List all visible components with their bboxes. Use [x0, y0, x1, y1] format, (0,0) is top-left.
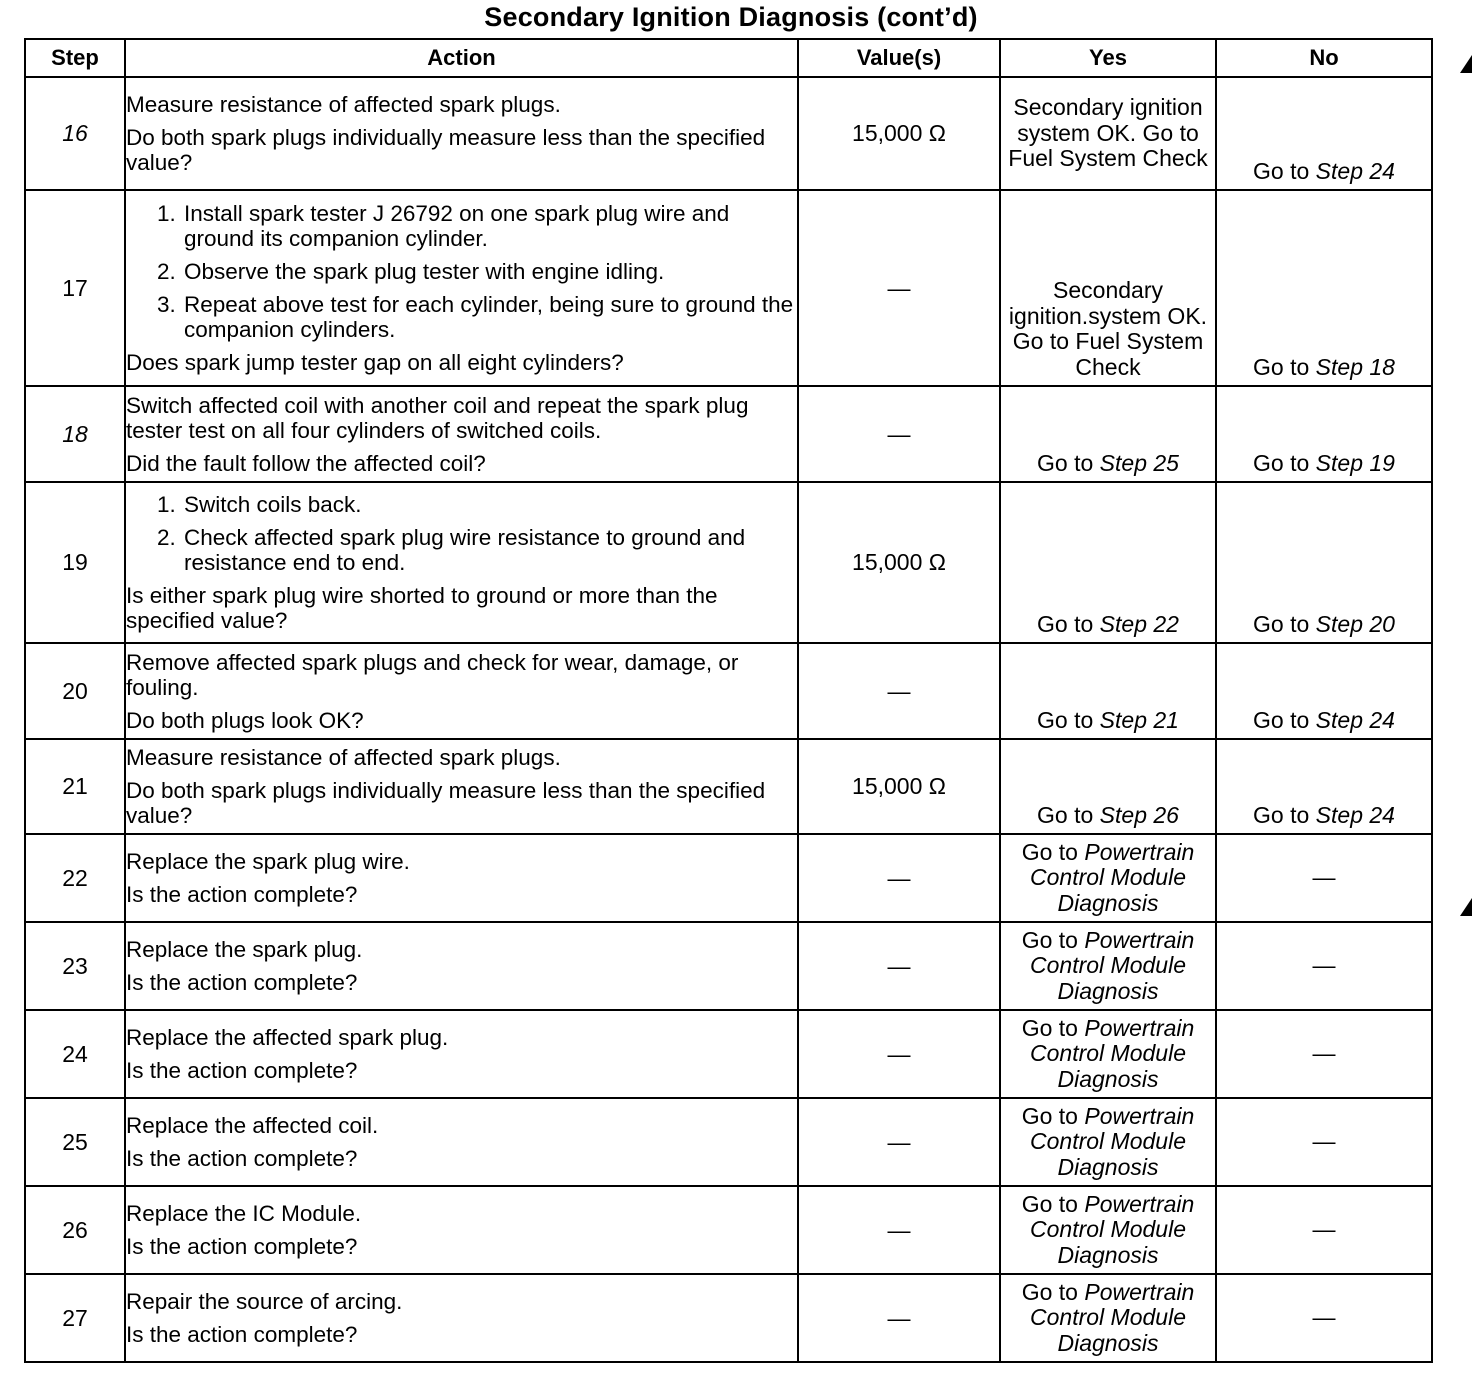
action-question: Is the action complete?	[126, 970, 358, 995]
value-cell: —	[798, 1274, 1000, 1362]
yes-cell	[1000, 643, 1216, 739]
table-row-step-19	[25, 482, 1432, 643]
action-question: Is the action complete?	[126, 882, 358, 907]
yes-cell	[1000, 1186, 1216, 1274]
goto-text: Go to	[1253, 353, 1316, 380]
action-cell	[125, 1010, 798, 1098]
yes-cell: Secondary ignition system OK. Go to Fuel System Check	[1000, 77, 1216, 190]
diagnosis-reference-link[interactable]: Powertrain Control Module Diagnosis	[1030, 1190, 1195, 1268]
goto-text: Go to	[1037, 801, 1100, 828]
value-cell: —	[798, 1186, 1000, 1274]
action-step-item: 2. Check affected spark plug wire resistance to ground and resistance end to end.	[182, 525, 797, 575]
header-yes: Yes	[1000, 39, 1216, 77]
value-cell: —	[798, 1010, 1000, 1098]
step-reference-link[interactable]: Step 19	[1315, 449, 1395, 476]
yes-cell	[1000, 739, 1216, 834]
table-row-step-18	[25, 386, 1432, 482]
goto-text: Go to	[1037, 706, 1100, 733]
yes-cell	[1000, 922, 1216, 1010]
diagnosis-reference-link[interactable]: Powertrain Control Module Diagnosis	[1030, 1014, 1195, 1092]
step-number: 22	[25, 834, 125, 922]
no-cell: —	[1216, 834, 1432, 922]
yes-cell	[1000, 1098, 1216, 1186]
action-cell	[125, 834, 798, 922]
step-number: 21	[25, 739, 125, 834]
goto-text: Go to	[1037, 449, 1100, 476]
table-row-step-26	[25, 1186, 1432, 1274]
step-number: 16	[25, 77, 125, 190]
diagnosis-reference-link[interactable]: Powertrain Control Module Diagnosis	[1030, 1102, 1195, 1180]
goto-text: Go to	[1253, 706, 1316, 733]
header-no: No	[1216, 39, 1432, 77]
header-values: Value(s)	[798, 39, 1000, 77]
header-step: Step	[25, 39, 125, 77]
table-row-step-27	[25, 1274, 1432, 1362]
action-steps-list	[126, 492, 797, 575]
goto-text: Go to	[1253, 157, 1316, 184]
yes-cell	[1000, 1010, 1216, 1098]
goto-text: Go to	[1021, 1278, 1085, 1305]
goto-text: Go to	[1253, 449, 1316, 476]
action-cell	[125, 1098, 798, 1186]
diagnosis-reference-link[interactable]: Powertrain Control Module Diagnosis	[1030, 1278, 1195, 1356]
action-text: Remove affected spark plugs and check for wear, damage, or fouling.	[126, 649, 739, 700]
table-row-step-21	[25, 739, 1432, 834]
step-reference-link[interactable]: Step 21	[1099, 706, 1179, 733]
no-cell	[1216, 190, 1432, 386]
step-reference-link[interactable]: Step 24	[1315, 801, 1395, 828]
value-cell: —	[798, 922, 1000, 1010]
action-question: Do both spark plugs individually measure less than the specified value?	[126, 778, 766, 828]
value-cell: —	[798, 386, 1000, 482]
action-step-item: 1. Switch coils back.	[182, 492, 797, 517]
yes-cell	[1000, 386, 1216, 482]
action-question: Is either spark plug wire shorted to ground or more than the specified value?	[126, 583, 718, 633]
action-cell	[125, 190, 798, 386]
action-question: Is the action complete?	[126, 1058, 358, 1083]
action-question: Does spark jump tester gap on all eight cylinders?	[126, 350, 624, 375]
no-cell	[1216, 643, 1432, 739]
action-text: Measure resistance of affected spark plugs.	[126, 92, 561, 117]
action-question: Is the action complete?	[126, 1322, 358, 1347]
action-text: Replace the IC Module.	[126, 1201, 362, 1226]
table-row-step-17	[25, 190, 1432, 386]
step-number: 20	[25, 643, 125, 739]
step-reference-link[interactable]: Step 25	[1099, 449, 1179, 476]
goto-text: Go to	[1021, 1190, 1085, 1217]
yes-cell: Secondary ignition.system OK. Go to Fuel System Check	[1000, 190, 1216, 386]
step-number: 19	[25, 482, 125, 643]
table-row-step-24	[25, 1010, 1432, 1098]
goto-text: Go to	[1021, 838, 1085, 865]
action-question: Is the action complete?	[126, 1146, 358, 1171]
step-number: 24	[25, 1010, 125, 1098]
yes-cell	[1000, 1274, 1216, 1362]
step-number: 26	[25, 1186, 125, 1274]
step-number: 18	[25, 386, 125, 482]
action-cell	[125, 386, 798, 482]
action-text: Replace the spark plug.	[126, 937, 363, 962]
action-text: Replace the spark plug wire.	[126, 849, 410, 874]
step-reference-link[interactable]: Step 26	[1099, 801, 1179, 828]
action-cell	[125, 1186, 798, 1274]
no-cell: —	[1216, 1274, 1432, 1362]
action-cell	[125, 922, 798, 1010]
diagnosis-table	[24, 38, 1433, 1363]
action-cell	[125, 1274, 798, 1362]
action-question: Did the fault follow the affected coil?	[126, 450, 486, 476]
header-action: Action	[125, 39, 798, 77]
step-reference-link[interactable]: Step 20	[1315, 610, 1395, 637]
table-header-row	[25, 39, 1432, 77]
no-cell: —	[1216, 1098, 1432, 1186]
table-row-step-22	[25, 834, 1432, 922]
no-cell	[1216, 77, 1432, 190]
value-cell: —	[798, 190, 1000, 386]
yes-cell	[1000, 834, 1216, 922]
step-reference-link[interactable]: Step 24	[1315, 706, 1395, 733]
action-step-item: 3. Repeat above test for each cylinder, being sure to ground the companion cylinders.	[182, 292, 797, 342]
table-row-step-25	[25, 1098, 1432, 1186]
diagnosis-reference-link[interactable]: Powertrain Control Module Diagnosis	[1030, 838, 1195, 916]
no-cell: —	[1216, 922, 1432, 1010]
action-question: Do both plugs look OK?	[126, 707, 364, 733]
value-cell: —	[798, 834, 1000, 922]
value-cell: —	[798, 1098, 1000, 1186]
table-row-step-16	[25, 77, 1432, 190]
diagnosis-reference-link[interactable]: Powertrain Control Module Diagnosis	[1030, 926, 1195, 1004]
action-cell	[125, 77, 798, 190]
value-cell: —	[798, 643, 1000, 739]
goto-text: Go to	[1021, 1102, 1085, 1129]
no-cell	[1216, 482, 1432, 643]
action-cell	[125, 643, 798, 739]
table-row-step-20	[25, 643, 1432, 739]
goto-text: Go to	[1253, 801, 1316, 828]
no-cell	[1216, 386, 1432, 482]
action-text: Replace the affected coil.	[126, 1113, 379, 1138]
page-title: Secondary Ignition Diagnosis (cont’d)	[484, 2, 978, 32]
value-cell: 15,000 Ω	[798, 77, 1000, 190]
no-cell: —	[1216, 1010, 1432, 1098]
action-text: Replace the affected spark plug.	[126, 1025, 449, 1050]
action-question: Do both spark plugs individually measure less than the specified value?	[126, 125, 766, 175]
action-steps-list	[126, 201, 797, 342]
action-step-item: 1. Install spark tester J 26792 on one spark plug wire and ground its companion cylinder.	[182, 201, 797, 251]
goto-text: Go to	[1037, 610, 1100, 637]
action-cell	[125, 739, 798, 834]
step-reference-link[interactable]: Step 18	[1315, 353, 1395, 380]
action-text: Switch affected coil with another coil and repeat the spark plug tester test on all four cylinders of switched coils.	[126, 392, 749, 443]
action-step-item: 2. Observe the spark plug tester with engine idling.	[182, 259, 797, 284]
action-question: Is the action complete?	[126, 1234, 358, 1259]
margin-marker-top	[1460, 55, 1472, 73]
step-number: 17	[25, 190, 125, 386]
action-text: Repair the source of arcing.	[126, 1289, 403, 1314]
step-number: 25	[25, 1098, 125, 1186]
step-number: 27	[25, 1274, 125, 1362]
goto-text: Go to	[1021, 926, 1085, 953]
step-reference-link[interactable]: Step 22	[1099, 610, 1179, 637]
margin-marker-middle	[1460, 898, 1472, 916]
table-row-step-23	[25, 922, 1432, 1010]
action-text: Measure resistance of affected spark plugs.	[126, 745, 561, 770]
step-number: 23	[25, 922, 125, 1010]
step-reference-link[interactable]: Step 24	[1315, 157, 1395, 184]
no-cell: —	[1216, 1186, 1432, 1274]
action-cell	[125, 482, 798, 643]
yes-cell	[1000, 482, 1216, 643]
value-cell: 15,000 Ω	[798, 482, 1000, 643]
no-cell	[1216, 739, 1432, 834]
goto-text: Go to	[1253, 610, 1316, 637]
value-cell: 15,000 Ω	[798, 739, 1000, 834]
goto-text: Go to	[1021, 1014, 1085, 1041]
